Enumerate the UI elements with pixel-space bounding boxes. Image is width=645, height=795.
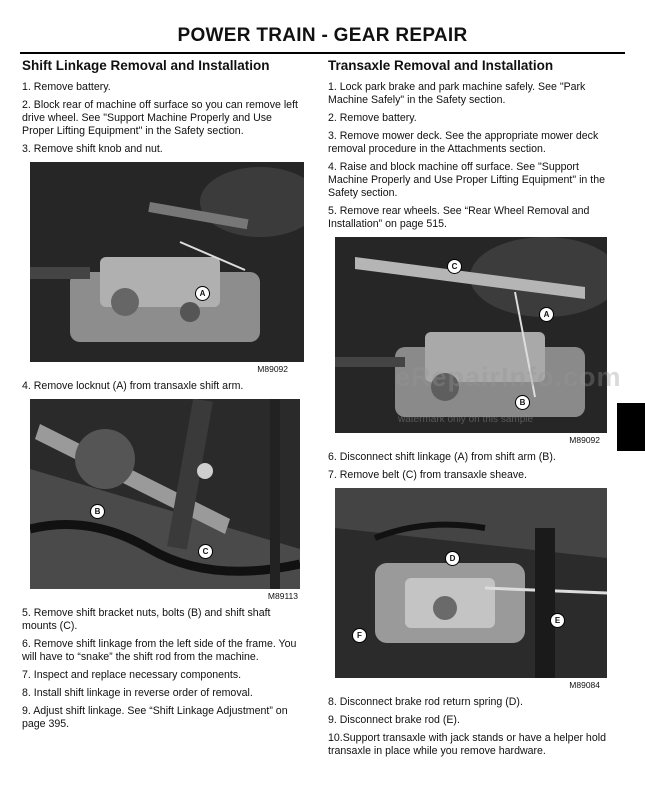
right-step-3: 3. Remove mower deck. See the appropriate mower deck removal procedure in the Attachments section. <box>328 130 599 155</box>
shift-linkage-heading: Shift Linkage Removal and Installation <box>22 58 270 73</box>
figure-brake-rod <box>335 488 607 678</box>
watermark-sub: watermark only on this sample <box>398 414 534 425</box>
figure-shift-arm <box>335 237 607 433</box>
figure-shift-bracket <box>30 399 300 589</box>
right-step-4: 4. Raise and block machine off surface. See "Support Machine Properly and Use Proper Lifting Equipment" in the Safety section. <box>328 161 605 199</box>
callout-f: F <box>352 628 367 643</box>
right-column <box>328 58 610 763</box>
figure-code: M89092 <box>257 364 288 374</box>
right-step-6: 6. Disconnect shift linkage (A) from shift arm (B). <box>328 451 556 463</box>
right-step-9: 9. Disconnect brake rod (E). <box>328 714 460 726</box>
right-step-2: 2. Remove battery. <box>328 112 417 124</box>
callout-c: C <box>198 544 213 559</box>
callout-e: E <box>550 613 565 628</box>
watermark: eRepairInfo.com <box>395 362 622 392</box>
left-step-4: 4. Remove locknut (A) from transaxle shift arm. <box>22 380 244 392</box>
right-step-1: 1. Lock park brake and park machine safely. See "Park Machine Safely" in the Safety section. <box>328 81 586 106</box>
left-step-5: 5. Remove shift bracket nuts, bolts (B) and shift shaft mounts (C). <box>22 607 271 632</box>
callout-b: B <box>90 504 105 519</box>
left-step-6: 6. Remove shift linkage from the left side of the frame. You will have to “snake” the shift rod from the machine. <box>22 638 297 663</box>
left-column <box>22 58 305 736</box>
callout-b: B <box>515 395 530 410</box>
callout-c: C <box>447 259 462 274</box>
callout-a: A <box>539 307 554 322</box>
figure-code: M89113 <box>267 591 298 601</box>
figure-shift-knob <box>30 162 304 362</box>
right-step-8: 8. Disconnect brake rod return spring (D). <box>328 696 523 708</box>
left-step-1: 1. Remove battery. <box>22 81 111 93</box>
right-step-10: 10.Support transaxle with jack stands or have a helper hold transaxle in place while you remove hardware. <box>328 732 606 757</box>
page-title: POWER TRAIN - GEAR REPAIR <box>20 22 625 54</box>
figure-code: M89084 <box>569 680 600 690</box>
callout-a: A <box>195 286 210 301</box>
right-step-5: 5. Remove rear wheels. See “Rear Wheel Removal and Installation” on page 515. <box>328 205 590 230</box>
left-step-2: 2. Block rear of machine off surface so you can remove left drive wheel. See "Support Machine Properly and Use Proper Lifting Equipment" in the Safety section. <box>22 99 298 137</box>
right-step-7: 7. Remove belt (C) from transaxle sheave. <box>328 469 528 481</box>
figure-code: M89092 <box>569 435 600 445</box>
left-step-7: 7. Inspect and replace necessary components. <box>22 669 242 681</box>
left-step-8: 8. Install shift linkage in reverse order of removal. <box>22 687 253 699</box>
transaxle-heading: Transaxle Removal and Installation <box>328 58 554 73</box>
left-step-9: 9. Adjust shift linkage. See “Shift Linkage Adjustment” on page 395. <box>22 705 288 730</box>
callout-d: D <box>445 551 460 566</box>
section-tab <box>617 403 645 451</box>
left-step-3: 3. Remove shift knob and nut. <box>22 143 163 155</box>
